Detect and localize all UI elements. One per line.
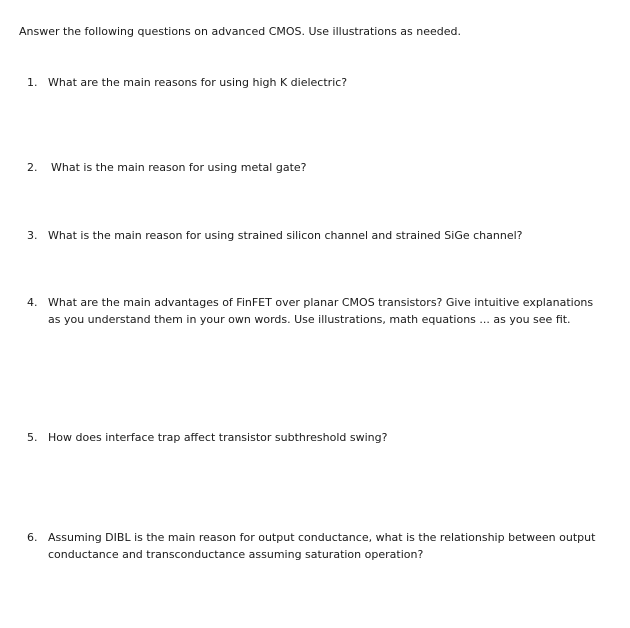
question-text: What is the main reason for using metal gate?	[51, 161, 307, 174]
question-text: What are the main advantages of FinFET over planar CMOS transistors? Give intuitive explanations as you understand them in your own words. Use illustrations, math equations ... as you see fit.	[48, 296, 594, 326]
question-3	[27, 227, 607, 244]
question-1	[27, 74, 607, 91]
question-number: 1.	[27, 76, 38, 89]
question-number: 5.	[27, 431, 38, 444]
question-number: 3.	[27, 229, 38, 242]
question-number: 4.	[27, 296, 38, 309]
question-6	[27, 529, 607, 563]
question-number: 2.	[27, 161, 38, 174]
instructions-text: Answer the following questions on advanced CMOS. Use illustrations as needed.	[19, 25, 461, 38]
question-text: What are the main reasons for using high K dielectric?	[48, 76, 348, 89]
question-2	[27, 159, 607, 176]
question-text: How does interface trap affect transistor subthreshold swing?	[48, 431, 388, 444]
question-5	[27, 429, 607, 446]
question-text: Assuming DIBL is the main reason for output conductance, what is the relationship between output conductance and transconductance assuming saturation operation?	[48, 531, 596, 561]
question-4	[27, 294, 607, 328]
question-number: 6.	[27, 531, 38, 544]
question-text: What is the main reason for using strained silicon channel and strained SiGe channel?	[48, 229, 523, 242]
